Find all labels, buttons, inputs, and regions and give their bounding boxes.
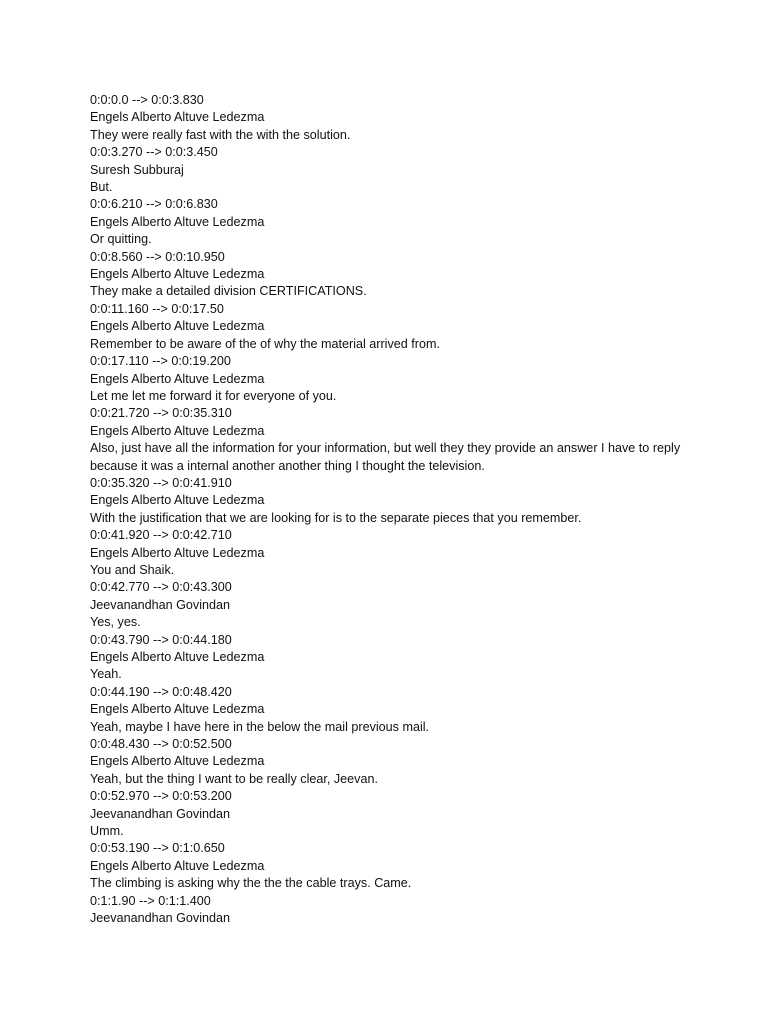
entry-text: Yes, yes. [90, 615, 141, 630]
entry-speaker: Engels Alberto Altuve Ledezma [90, 371, 265, 386]
entry-timestamp: 0:0:44.190 --> 0:0:48.420 [90, 684, 232, 699]
entry-speaker: Engels Alberto Altuve Ledezma [90, 754, 265, 769]
transcript-entry [90, 527, 690, 579]
entry-timestamp: 0:0:21.720 --> 0:0:35.310 [90, 406, 232, 421]
entry-text: But. [90, 180, 113, 195]
transcript-entry [90, 475, 690, 527]
entry-timestamp: 0:0:42.770 --> 0:0:43.300 [90, 580, 232, 595]
entry-speaker: Jeevanandhan Govindan [90, 597, 231, 612]
transcript-entry [90, 353, 690, 405]
entry-text: Yeah, but the thing I want to be really clear, Jeevan. [90, 771, 378, 786]
entry-text: Also, just have all the information for your information, but well they they provide an answer I have to reply because it was a internal another another thing I thought the television. [90, 441, 681, 473]
transcript-entry [90, 249, 690, 301]
transcript-entry [90, 736, 690, 788]
transcript-entry [90, 92, 690, 144]
transcript-entry [90, 632, 690, 684]
entry-speaker: Jeevanandhan Govindan [90, 911, 231, 926]
entry-timestamp: 0:0:3.270 --> 0:0:3.450 [90, 145, 218, 160]
entry-text: Umm. [90, 824, 124, 839]
entry-speaker: Engels Alberto Altuve Ledezma [90, 702, 265, 717]
entry-speaker: Engels Alberto Altuve Ledezma [90, 545, 265, 560]
transcript-entry [90, 196, 690, 248]
entry-timestamp: 0:0:11.160 --> 0:0:17.50 [90, 301, 224, 316]
entry-speaker: Engels Alberto Altuve Ledezma [90, 858, 265, 873]
entry-text: Let me let me forward it for everyone of you. [90, 388, 337, 403]
entry-speaker: Suresh Subburaj [90, 162, 184, 177]
entry-speaker: Engels Alberto Altuve Ledezma [90, 650, 265, 664]
entry-speaker: Engels Alberto Altuve Ledezma [90, 267, 265, 282]
entry-speaker: Engels Alberto Altuve Ledezma [90, 319, 265, 334]
transcript-entry [90, 144, 690, 196]
transcript-entry [90, 684, 690, 736]
entry-text: Yeah. [90, 667, 122, 682]
transcript-entry [90, 405, 690, 475]
entry-timestamp: 0:1:1.90 --> 0:1:1.400 [90, 893, 211, 908]
entry-timestamp: 0:0:43.790 --> 0:0:44.180 [90, 632, 232, 647]
entry-timestamp: 0:0:41.920 --> 0:0:42.710 [90, 528, 232, 543]
transcript-entry [90, 840, 690, 892]
entry-speaker: Engels Alberto Altuve Ledezma [90, 423, 265, 438]
entry-text: Or quitting. [90, 232, 152, 247]
entry-text: They were really fast with the with the solution. [90, 127, 351, 142]
entry-timestamp: 0:0:17.110 --> 0:0:19.200 [90, 354, 231, 369]
entry-speaker: Jeevanandhan Govindan [90, 806, 231, 821]
transcript-entry [90, 788, 690, 840]
entry-text: With the justification that we are looking for is to the separate pieces that you remember. [90, 510, 582, 525]
entry-text: Remember to be aware of the of why the material arrived from. [90, 336, 440, 351]
entry-timestamp: 0:0:0.0 --> 0:0:3.830 [90, 93, 204, 107]
entry-text: Yeah, maybe I have here in the below the mail previous mail. [90, 719, 430, 734]
entry-timestamp: 0:0:6.210 --> 0:0:6.830 [90, 197, 218, 212]
entry-speaker: Engels Alberto Altuve Ledezma [90, 214, 265, 229]
transcript-entry [90, 301, 690, 353]
entry-speaker: Engels Alberto Altuve Ledezma [90, 493, 265, 508]
entry-text: They make a detailed division CERTIFICATIONS. [90, 284, 367, 299]
transcript-page [90, 92, 690, 928]
entry-timestamp: 0:0:52.970 --> 0:0:53.200 [90, 789, 232, 804]
entry-timestamp: 0:0:53.190 --> 0:1:0.650 [90, 841, 225, 856]
transcript-entry [90, 893, 690, 928]
entry-text: You and Shaik. [90, 562, 175, 577]
entry-timestamp: 0:0:48.430 --> 0:0:52.500 [90, 737, 232, 752]
entry-text: The climbing is asking why the the the cable trays. Came. [90, 876, 412, 891]
transcript-entry [90, 579, 690, 631]
entry-speaker: Engels Alberto Altuve Ledezma [90, 110, 265, 125]
transcript-body [90, 92, 690, 928]
entry-timestamp: 0:0:35.320 --> 0:0:41.910 [90, 475, 232, 490]
entry-timestamp: 0:0:8.560 --> 0:0:10.950 [90, 249, 225, 264]
